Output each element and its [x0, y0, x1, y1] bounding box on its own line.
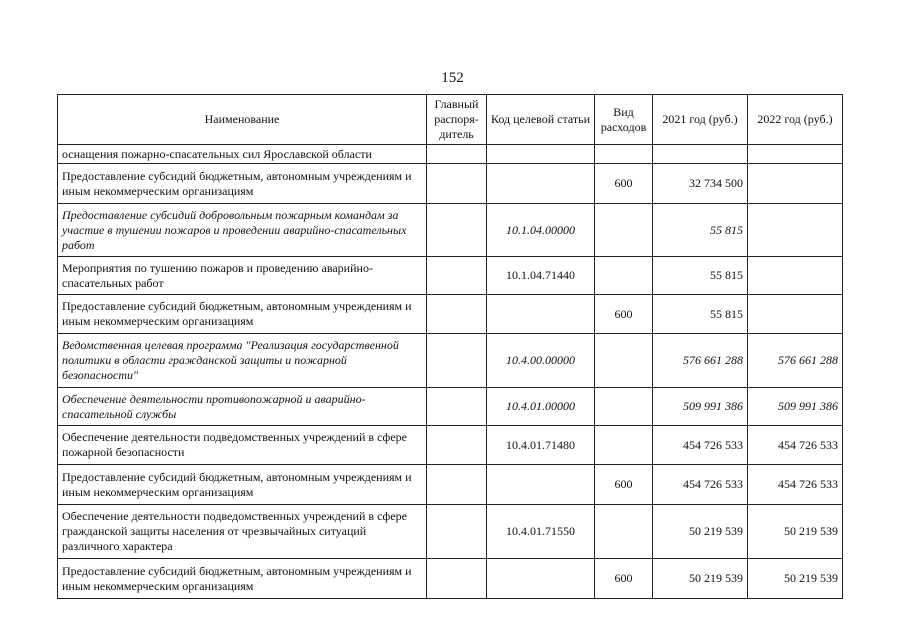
table-row: [58, 257, 843, 295]
row-2021: [653, 145, 748, 164]
row-name: оснащения пожарно-спасательных сил Ярославской области: [58, 145, 427, 164]
header-target-code: Код целевой статьи: [487, 95, 595, 145]
row-manager: [427, 295, 487, 334]
row-2022: 576 661 288: [748, 334, 843, 388]
table-row: [58, 505, 843, 559]
row-name: Предоставление субсидий бюджетным, автономным учреждениям и иным некоммерческим организациям: [58, 559, 427, 599]
header-main-manager: Главный распоря-дитель: [427, 95, 487, 145]
table-row: [58, 334, 843, 388]
row-manager: [427, 257, 487, 295]
row-2021: 454 726 533: [653, 426, 748, 465]
row-manager: [427, 334, 487, 388]
row-2021: 576 661 288: [653, 334, 748, 388]
row-2022: 50 219 539: [748, 559, 843, 599]
row-type: [595, 334, 653, 388]
row-type: [595, 426, 653, 465]
header-2022: 2022 год (руб.): [748, 95, 843, 145]
row-name: Предоставление субсидий бюджетным, автономным учреждениям и иным некоммерческим организациям: [58, 164, 427, 204]
row-type: 600: [595, 559, 653, 599]
row-2022: [748, 295, 843, 334]
row-2022: 454 726 533: [748, 465, 843, 505]
page-number: 152: [441, 70, 464, 86]
table-row: [58, 426, 843, 465]
row-code: 10.1.04.71440: [487, 257, 595, 295]
table-row: [58, 559, 843, 599]
row-2021: 50 219 539: [653, 559, 748, 599]
row-2021: 55 815: [653, 204, 748, 257]
row-name: Предоставление субсидий бюджетным, автономным учреждениям и иным некоммерческим организациям: [58, 295, 427, 334]
row-2021: 50 219 539: [653, 505, 748, 559]
header-row: [58, 95, 843, 145]
row-code: 10.4.00.00000: [487, 334, 595, 388]
table-row: [58, 204, 843, 257]
row-manager: [427, 145, 487, 164]
row-2022: [748, 164, 843, 204]
row-2022: 50 219 539: [748, 505, 843, 559]
table-row: [58, 145, 843, 164]
row-manager: [427, 559, 487, 599]
row-name: Ведомственная целевая программа "Реализация государственной политики в области гражданской защиты и пожарной безопасности": [58, 334, 427, 388]
row-2021: 32 734 500: [653, 164, 748, 204]
row-manager: [427, 204, 487, 257]
row-2021: 454 726 533: [653, 465, 748, 505]
row-code: [487, 295, 595, 334]
header-2021: 2021 год (руб.): [653, 95, 748, 145]
header-name: Наименование: [58, 95, 427, 145]
row-manager: [427, 426, 487, 465]
row-type: [595, 204, 653, 257]
row-2022: 509 991 386: [748, 388, 843, 426]
row-code: 10.4.01.71480: [487, 426, 595, 465]
budget-table: [57, 94, 843, 599]
row-code: 10.1.04.00000: [487, 204, 595, 257]
row-2022: 454 726 533: [748, 426, 843, 465]
row-type: [595, 388, 653, 426]
row-code: 10.4.01.00000: [487, 388, 595, 426]
row-manager: [427, 164, 487, 204]
row-2021: 509 991 386: [653, 388, 748, 426]
row-manager: [427, 388, 487, 426]
row-name: Обеспечение деятельности подведомственных учреждений в сфере гражданской защиты населения от чрезвычайных ситуаций различного характера: [58, 505, 427, 559]
row-code: [487, 559, 595, 599]
row-2021: 55 815: [653, 295, 748, 334]
row-name: Предоставление субсидий бюджетным, автономным учреждениям и иным некоммерческим организациям: [58, 465, 427, 505]
header-expense-type: Вид расходов: [595, 95, 653, 145]
row-name: Обеспечение деятельности подведомственных учреждений в сфере пожарной безопасности: [58, 426, 427, 465]
row-2022: [748, 204, 843, 257]
row-code: [487, 145, 595, 164]
row-name: Обеспечение деятельности противопожарной и аварийно-спасательной службы: [58, 388, 427, 426]
row-type: [595, 505, 653, 559]
table-row: [58, 295, 843, 334]
row-2021: 55 815: [653, 257, 748, 295]
row-name: Предоставление субсидий добровольным пожарным командам за участие в тушении пожаров и проведении аварийно-спасательных работ: [58, 204, 427, 257]
row-manager: [427, 465, 487, 505]
table-row: [58, 388, 843, 426]
row-name: Мероприятия по тушению пожаров и проведению аварийно-спасательных работ: [58, 257, 427, 295]
row-code: [487, 465, 595, 505]
row-code: 10.4.01.71550: [487, 505, 595, 559]
table-row: [58, 164, 843, 204]
table-row: [58, 465, 843, 505]
row-2022: [748, 145, 843, 164]
row-type: 600: [595, 164, 653, 204]
row-type: [595, 257, 653, 295]
row-type: [595, 145, 653, 164]
row-type: 600: [595, 465, 653, 505]
row-2022: [748, 257, 843, 295]
row-code: [487, 164, 595, 204]
row-manager: [427, 505, 487, 559]
row-type: 600: [595, 295, 653, 334]
